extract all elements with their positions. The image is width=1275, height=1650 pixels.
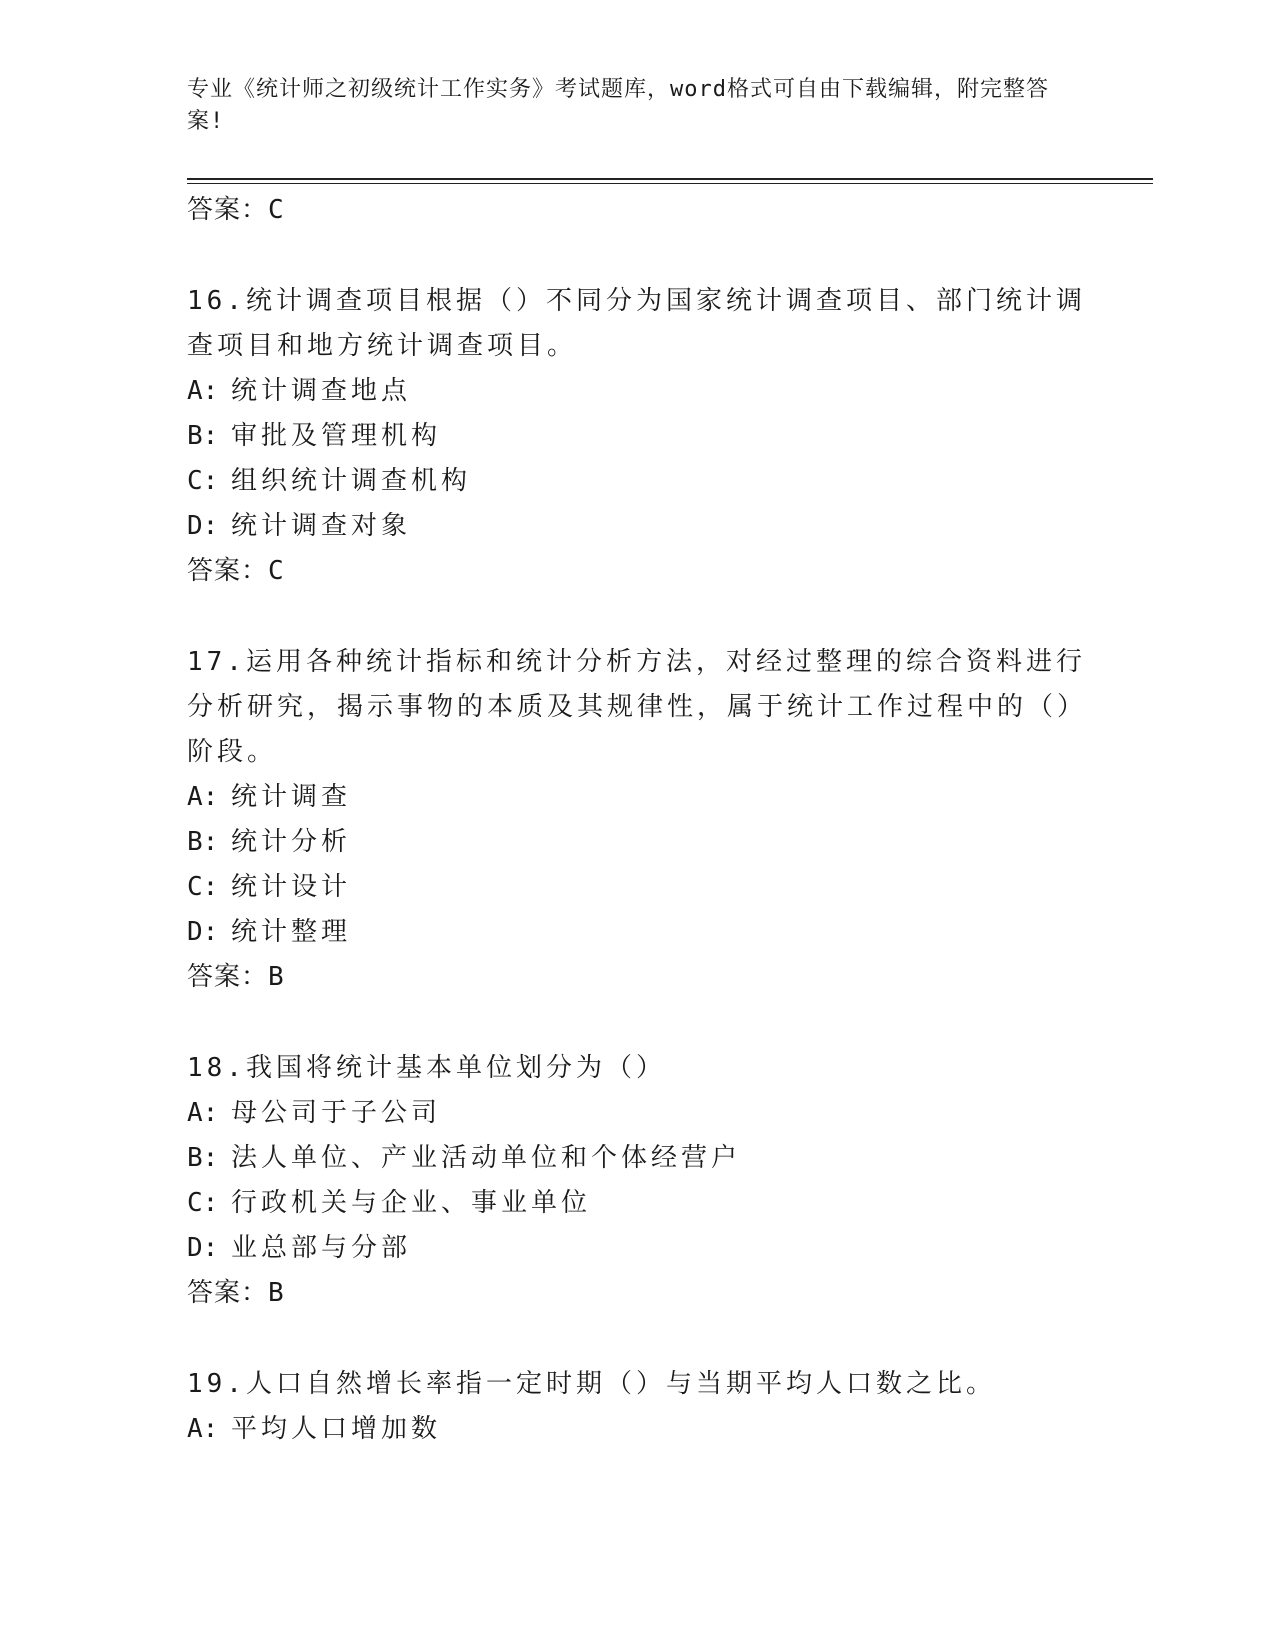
option-text: 审批及管理机构 bbox=[231, 421, 442, 451]
option-text: 统计设计 bbox=[231, 872, 352, 902]
option-b bbox=[187, 414, 1087, 459]
option-text: 平均人口增加数 bbox=[231, 1414, 442, 1444]
question-stem: 17.运用各种统计指标和统计分析方法，对经过整理的综合资料进行分析研究，揭示事物的本质及其规律性，属于统计工作过程中的（）阶段。 bbox=[187, 647, 1088, 767]
spacer bbox=[187, 1316, 1087, 1362]
option-key: A: bbox=[187, 1414, 219, 1444]
option-key: C: bbox=[187, 1188, 219, 1218]
question-19 bbox=[187, 1362, 1087, 1452]
spacer bbox=[187, 1000, 1087, 1046]
option-text: 法人单位、产业活动单位和个体经营户 bbox=[231, 1143, 742, 1173]
option-a bbox=[187, 369, 1087, 414]
option-text: 统计调查 bbox=[231, 782, 352, 812]
option-key: D: bbox=[187, 917, 219, 947]
answer-line: 答案：B bbox=[187, 962, 285, 992]
option-a bbox=[187, 1407, 1087, 1452]
answer-line: 答案：B bbox=[187, 1278, 285, 1308]
option-text: 行政机关与企业、事业单位 bbox=[231, 1188, 592, 1218]
option-text: 母公司于子公司 bbox=[231, 1098, 442, 1128]
option-b bbox=[187, 820, 1087, 865]
option-c bbox=[187, 459, 1087, 504]
option-d bbox=[187, 910, 1087, 955]
question-stem: 18.我国将统计基本单位划分为（） bbox=[187, 1053, 666, 1083]
question-17 bbox=[187, 640, 1087, 1000]
header-divider bbox=[187, 178, 1153, 184]
option-c bbox=[187, 1181, 1087, 1226]
option-a bbox=[187, 775, 1087, 820]
option-d bbox=[187, 1226, 1087, 1271]
option-text: 统计调查地点 bbox=[231, 376, 412, 406]
option-key: C: bbox=[187, 872, 219, 902]
option-key: D: bbox=[187, 511, 219, 541]
option-key: A: bbox=[187, 1098, 219, 1128]
option-text: 统计整理 bbox=[231, 917, 352, 947]
option-key: A: bbox=[187, 782, 219, 812]
option-key: B: bbox=[187, 421, 219, 451]
option-key: B: bbox=[187, 1143, 219, 1173]
option-d bbox=[187, 504, 1087, 549]
option-b bbox=[187, 1136, 1087, 1181]
option-key: A: bbox=[187, 376, 219, 406]
spacer bbox=[187, 233, 1087, 279]
answer-line: 答案：C bbox=[187, 556, 285, 586]
answer-line: 答案：C bbox=[187, 195, 285, 225]
option-text: 组织统计调查机构 bbox=[231, 466, 472, 496]
page-header-text: 专业《统计师之初级统计工作实务》考试题库，word格式可自由下载编辑，附完整答案! bbox=[187, 77, 1049, 134]
option-text: 统计调查对象 bbox=[231, 511, 412, 541]
question-content bbox=[187, 188, 1087, 1452]
question-18 bbox=[187, 1046, 1087, 1316]
option-text: 统计分析 bbox=[231, 827, 352, 857]
spacer bbox=[187, 594, 1087, 640]
option-key: C: bbox=[187, 466, 219, 496]
question-16 bbox=[187, 279, 1087, 594]
option-key: B: bbox=[187, 827, 219, 857]
option-a bbox=[187, 1091, 1087, 1136]
question-stem: 16.统计调查项目根据（）不同分为国家统计调查项目、部门统计调查项目和地方统计调查项目。 bbox=[187, 286, 1086, 361]
option-text: 业总部与分部 bbox=[231, 1233, 412, 1263]
question-stem: 19.人口自然增长率指一定时期（）与当期平均人口数之比。 bbox=[187, 1369, 996, 1399]
option-key: D: bbox=[187, 1233, 219, 1263]
option-c bbox=[187, 865, 1087, 910]
